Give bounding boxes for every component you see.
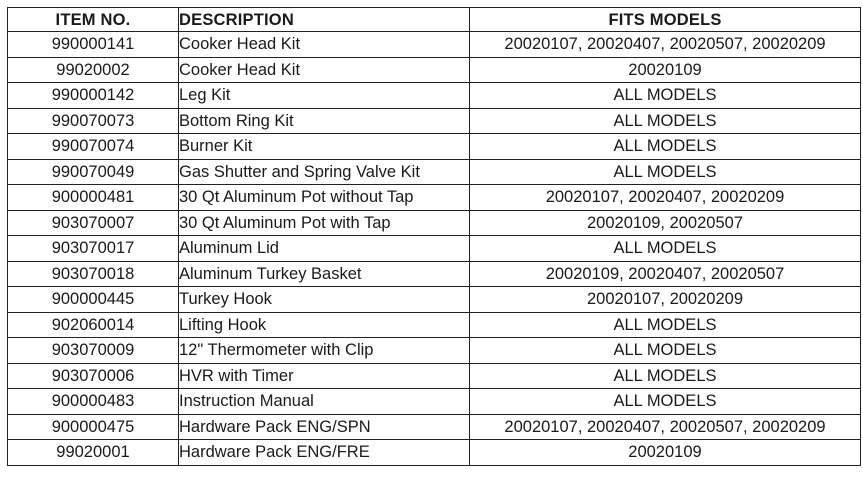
header-row bbox=[8, 8, 861, 32]
description-cell: Leg Kit bbox=[179, 83, 470, 109]
description-cell: Hardware Pack ENG/FRE bbox=[179, 440, 470, 466]
description-cell: Instruction Manual bbox=[179, 389, 470, 415]
fits-models-cell: 20020109, 20020407, 20020507 bbox=[470, 261, 861, 287]
fits-models-cell: 20020107, 20020209 bbox=[470, 287, 861, 313]
fits-models-cell: 20020107, 20020407, 20020507, 20020209 bbox=[470, 414, 861, 440]
table-header bbox=[8, 8, 861, 32]
item-number-cell: 903070017 bbox=[8, 236, 179, 262]
description-cell: Cooker Head Kit bbox=[179, 32, 470, 58]
description-cell: Hardware Pack ENG/SPN bbox=[179, 414, 470, 440]
fits-models-cell: 20020109, 20020507 bbox=[470, 210, 861, 236]
fits-models-cell: ALL MODELS bbox=[470, 83, 861, 109]
table-row bbox=[8, 159, 861, 185]
column-header-description: DESCRIPTION bbox=[179, 8, 470, 32]
table-row bbox=[8, 261, 861, 287]
table-row bbox=[8, 287, 861, 313]
item-number-cell: 99020002 bbox=[8, 57, 179, 83]
column-header-item-no: ITEM NO. bbox=[8, 8, 179, 32]
description-cell: 12" Thermometer with Clip bbox=[179, 338, 470, 364]
description-cell: 30 Qt Aluminum Pot with Tap bbox=[179, 210, 470, 236]
table-row bbox=[8, 134, 861, 160]
fits-models-cell: ALL MODELS bbox=[470, 236, 861, 262]
description-cell: Gas Shutter and Spring Valve Kit bbox=[179, 159, 470, 185]
fits-models-cell: ALL MODELS bbox=[470, 312, 861, 338]
item-number-cell: 990070073 bbox=[8, 108, 179, 134]
fits-models-cell: 20020107, 20020407, 20020209 bbox=[470, 185, 861, 211]
item-number-cell: 990070049 bbox=[8, 159, 179, 185]
table-row bbox=[8, 440, 861, 466]
fits-models-cell: ALL MODELS bbox=[470, 159, 861, 185]
item-number-cell: 990070074 bbox=[8, 134, 179, 160]
parts-table bbox=[7, 7, 861, 466]
table-row bbox=[8, 236, 861, 262]
item-number-cell: 903070009 bbox=[8, 338, 179, 364]
description-cell: Lifting Hook bbox=[179, 312, 470, 338]
table-row bbox=[8, 83, 861, 109]
description-cell: Bottom Ring Kit bbox=[179, 108, 470, 134]
table-row bbox=[8, 57, 861, 83]
table-row bbox=[8, 185, 861, 211]
item-number-cell: 99020001 bbox=[8, 440, 179, 466]
table-row bbox=[8, 312, 861, 338]
fits-models-cell: 20020109 bbox=[470, 440, 861, 466]
table-row bbox=[8, 210, 861, 236]
description-cell: 30 Qt Aluminum Pot without Tap bbox=[179, 185, 470, 211]
item-number-cell: 903070018 bbox=[8, 261, 179, 287]
fits-models-cell: 20020107, 20020407, 20020507, 20020209 bbox=[470, 32, 861, 58]
fits-models-cell: ALL MODELS bbox=[470, 134, 861, 160]
description-cell: HVR with Timer bbox=[179, 363, 470, 389]
fits-models-cell: ALL MODELS bbox=[470, 389, 861, 415]
item-number-cell: 902060014 bbox=[8, 312, 179, 338]
description-cell: Turkey Hook bbox=[179, 287, 470, 313]
table-row bbox=[8, 338, 861, 364]
item-number-cell: 900000481 bbox=[8, 185, 179, 211]
table-row bbox=[8, 414, 861, 440]
description-cell: Aluminum Lid bbox=[179, 236, 470, 262]
table-row bbox=[8, 363, 861, 389]
item-number-cell: 900000475 bbox=[8, 414, 179, 440]
description-cell: Cooker Head Kit bbox=[179, 57, 470, 83]
column-header-fits-models: FITS MODELS bbox=[470, 8, 861, 32]
item-number-cell: 990000141 bbox=[8, 32, 179, 58]
table-row bbox=[8, 389, 861, 415]
fits-models-cell: ALL MODELS bbox=[470, 108, 861, 134]
table-row bbox=[8, 108, 861, 134]
description-cell: Burner Kit bbox=[179, 134, 470, 160]
item-number-cell: 990000142 bbox=[8, 83, 179, 109]
table-body bbox=[8, 32, 861, 466]
description-cell: Aluminum Turkey Basket bbox=[179, 261, 470, 287]
item-number-cell: 900000445 bbox=[8, 287, 179, 313]
fits-models-cell: 20020109 bbox=[470, 57, 861, 83]
item-number-cell: 903070007 bbox=[8, 210, 179, 236]
item-number-cell: 900000483 bbox=[8, 389, 179, 415]
item-number-cell: 903070006 bbox=[8, 363, 179, 389]
fits-models-cell: ALL MODELS bbox=[470, 363, 861, 389]
fits-models-cell: ALL MODELS bbox=[470, 338, 861, 364]
table-row bbox=[8, 32, 861, 58]
